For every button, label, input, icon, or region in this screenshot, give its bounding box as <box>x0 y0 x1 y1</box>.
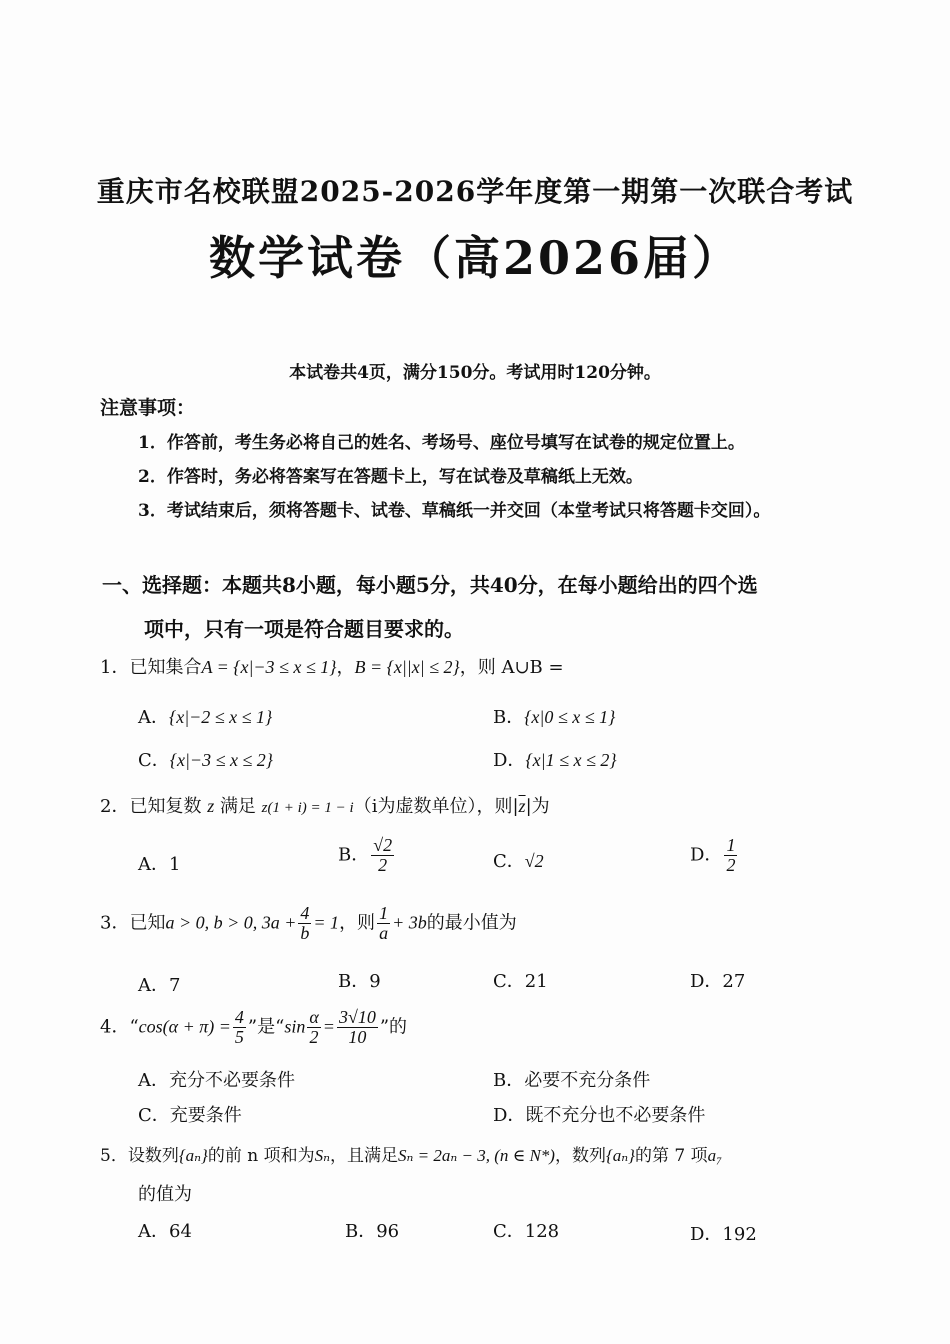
q2-option-d-label: D． <box>690 844 723 866</box>
q5-sn: Sₙ <box>314 1146 330 1165</box>
question-3 <box>100 904 517 943</box>
q3-fraction-2 <box>377 904 390 943</box>
q5-mid-2: ，且满足 <box>329 1146 398 1166</box>
q2-note: （i为虚数单位），则 <box>353 796 513 817</box>
q1-option-c-label: C． <box>138 750 170 771</box>
q5-option-b: B．96 <box>345 1221 400 1242</box>
q4-fraction-3 <box>337 1008 378 1047</box>
q1-sep: ， <box>336 657 355 678</box>
q3-option-d: D．27 <box>690 971 746 992</box>
q4-equals: = <box>322 1016 335 1037</box>
q1-option-b-math: {x|0 ≤ x ≤ 1} <box>524 707 616 727</box>
section-heading-line1: 一、选择题：本题共8小题，每小题5分，共40分，在每小题给出的四个选 <box>102 573 758 597</box>
question-1 <box>100 653 564 679</box>
exam-title: 数学试卷（高2026届） <box>208 231 742 285</box>
q5-option-d: D．192 <box>690 1224 757 1245</box>
q3-option-a: A．7 <box>138 975 181 996</box>
q2-option-c-math: √2 <box>524 851 544 871</box>
q5-line-2: 的值为 <box>138 1184 192 1205</box>
q5-sequence-2: {aₙ} <box>605 1146 635 1165</box>
q5-a7: a₇ <box>707 1146 722 1165</box>
q5-sequence: {aₙ} <box>178 1146 208 1165</box>
q2-option-b-label: B． <box>338 844 370 866</box>
q1-set-a: A = {x|−3 ≤ x ≤ 1} <box>201 657 337 677</box>
q2-option-d-num: 1 <box>726 835 736 855</box>
q3-fraction-1-den: b <box>300 922 310 943</box>
q3-expression-end: + 3b <box>392 912 427 933</box>
q1-option-d-math: {x|1 ≤ x ≤ 2} <box>525 750 617 770</box>
q1-option-a-label: A． <box>138 707 169 728</box>
q3-mid: ，则 <box>339 912 376 934</box>
q1-option-b-label: B． <box>493 707 525 728</box>
q2-option-c <box>493 847 544 873</box>
q5-mid-3: ，数列 <box>554 1146 606 1166</box>
q1-option-a <box>138 703 272 729</box>
q4-fraction-1-num: 4 <box>234 1007 244 1027</box>
q2-z-conjugate: $\overline{z}$ <box>518 796 526 816</box>
q2-option-d-fraction <box>724 836 737 875</box>
q2-option-c-label: C． <box>493 851 525 872</box>
notice-item-3: 3．考试结束后，须将答题卡、试卷、草稿纸一并交回（本堂考试只将答题卡交回）。 <box>138 501 771 521</box>
q1-option-d-label: D． <box>493 750 526 771</box>
section-heading-line2: 项中，只有一项是符合题目要求的。 <box>144 617 464 641</box>
q4-option-b: B．必要不充分条件 <box>493 1070 651 1091</box>
q5-option-a: A．64 <box>138 1221 192 1242</box>
question-4 <box>100 1008 407 1047</box>
q4-mid: ”是“ <box>247 1016 285 1038</box>
q2-z: z <box>207 796 215 816</box>
q4-fraction-3-num: 3√10 <box>338 1007 376 1027</box>
q1-option-d <box>493 746 617 772</box>
question-5 <box>100 1141 722 1166</box>
q3-fraction-2-num: 1 <box>379 903 389 923</box>
q3-condition-end: = 1 <box>313 912 340 933</box>
q4-rhs: sin <box>284 1016 306 1037</box>
q4-fraction-2-num: α <box>309 1007 319 1027</box>
q5-equation: Sₙ = 2aₙ − 3, (n ∈ N*) <box>397 1146 555 1165</box>
q4-fraction-1 <box>233 1008 246 1047</box>
q1-option-b <box>493 703 615 729</box>
q3-fraction-1-num: 4 <box>300 903 310 923</box>
q3-fraction-1 <box>298 904 311 943</box>
q1-set-b: B = {x||x| ≤ 2} <box>354 657 460 677</box>
q1-suffix: ，则 A∪B = <box>459 657 564 678</box>
q3-fraction-2-den: a <box>379 922 389 943</box>
q3-suffix: 的最小值为 <box>426 912 517 934</box>
q2-option-b-den: 2 <box>378 854 388 875</box>
q2-option-b <box>338 836 396 875</box>
q2-mid: 满足 <box>219 796 256 817</box>
q2-suffix: 为 <box>531 796 550 817</box>
q4-fraction-2 <box>307 1008 320 1047</box>
q5-option-c: C．128 <box>493 1221 560 1242</box>
q3-option-b: B．9 <box>338 971 381 992</box>
q1-option-c <box>138 746 273 772</box>
q2-equation: z(1 + i) = 1 − i <box>261 800 354 816</box>
q3-option-c: C．21 <box>493 971 548 992</box>
q2-abs-left: | <box>512 796 519 817</box>
q1-prefix: 1．已知集合 <box>100 657 202 678</box>
question-2 <box>100 792 550 818</box>
q2-prefix: 2．已知复数 <box>100 796 202 817</box>
q4-option-d: D．既不充分也不必要条件 <box>493 1105 706 1126</box>
q1-option-a-math: {x|−2 ≤ x ≤ 1} <box>169 707 273 727</box>
q4-fraction-3-den: 10 <box>348 1026 367 1047</box>
q4-option-c: C．充要条件 <box>138 1105 242 1126</box>
q3-condition: a > 0, b > 0, 3a + <box>165 912 297 933</box>
q4-option-a: A．充分不必要条件 <box>138 1070 295 1091</box>
q5-mid-4: 的第 7 项 <box>634 1146 708 1166</box>
q4-suffix: ”的 <box>379 1016 408 1038</box>
q1-option-c-math: {x|−3 ≤ x ≤ 2} <box>169 750 274 770</box>
notice-item-1: 1．作答前，考生务必将自己的姓名、考场号、座位号填写在试卷的规定位置上。 <box>138 433 745 453</box>
q2-option-b-num: √2 <box>373 835 393 855</box>
notice-item-2: 2．作答时，务必将答案写在答题卡上，写在试卷及草稿纸上无效。 <box>138 467 643 487</box>
q4-lhs: cos(α + π) = <box>138 1016 231 1037</box>
q4-prefix: 4．“ <box>100 1016 139 1038</box>
q2-option-a: A．1 <box>138 854 181 875</box>
q2-option-d <box>690 836 739 875</box>
notice-heading: 注意事项： <box>100 397 196 419</box>
q3-prefix: 3．已知 <box>100 912 166 934</box>
q4-fraction-1-den: 5 <box>234 1026 244 1047</box>
q2-abs-right: | <box>525 796 532 817</box>
exam-info: 本试卷共4页，满分150分。考试用时120分钟。 <box>289 363 661 383</box>
q2-option-b-fraction <box>371 836 394 875</box>
q2-option-d-den: 2 <box>726 854 736 875</box>
exam-subtitle: 重庆市名校联盟2025-2026学年度第一期第一次联合考试 <box>96 175 854 208</box>
q5-mid-1: 的前 n 项和为 <box>207 1146 315 1166</box>
section-heading <box>102 563 882 651</box>
q4-fraction-2-den: 2 <box>309 1026 319 1047</box>
q5-prefix: 5．设数列 <box>100 1146 179 1166</box>
